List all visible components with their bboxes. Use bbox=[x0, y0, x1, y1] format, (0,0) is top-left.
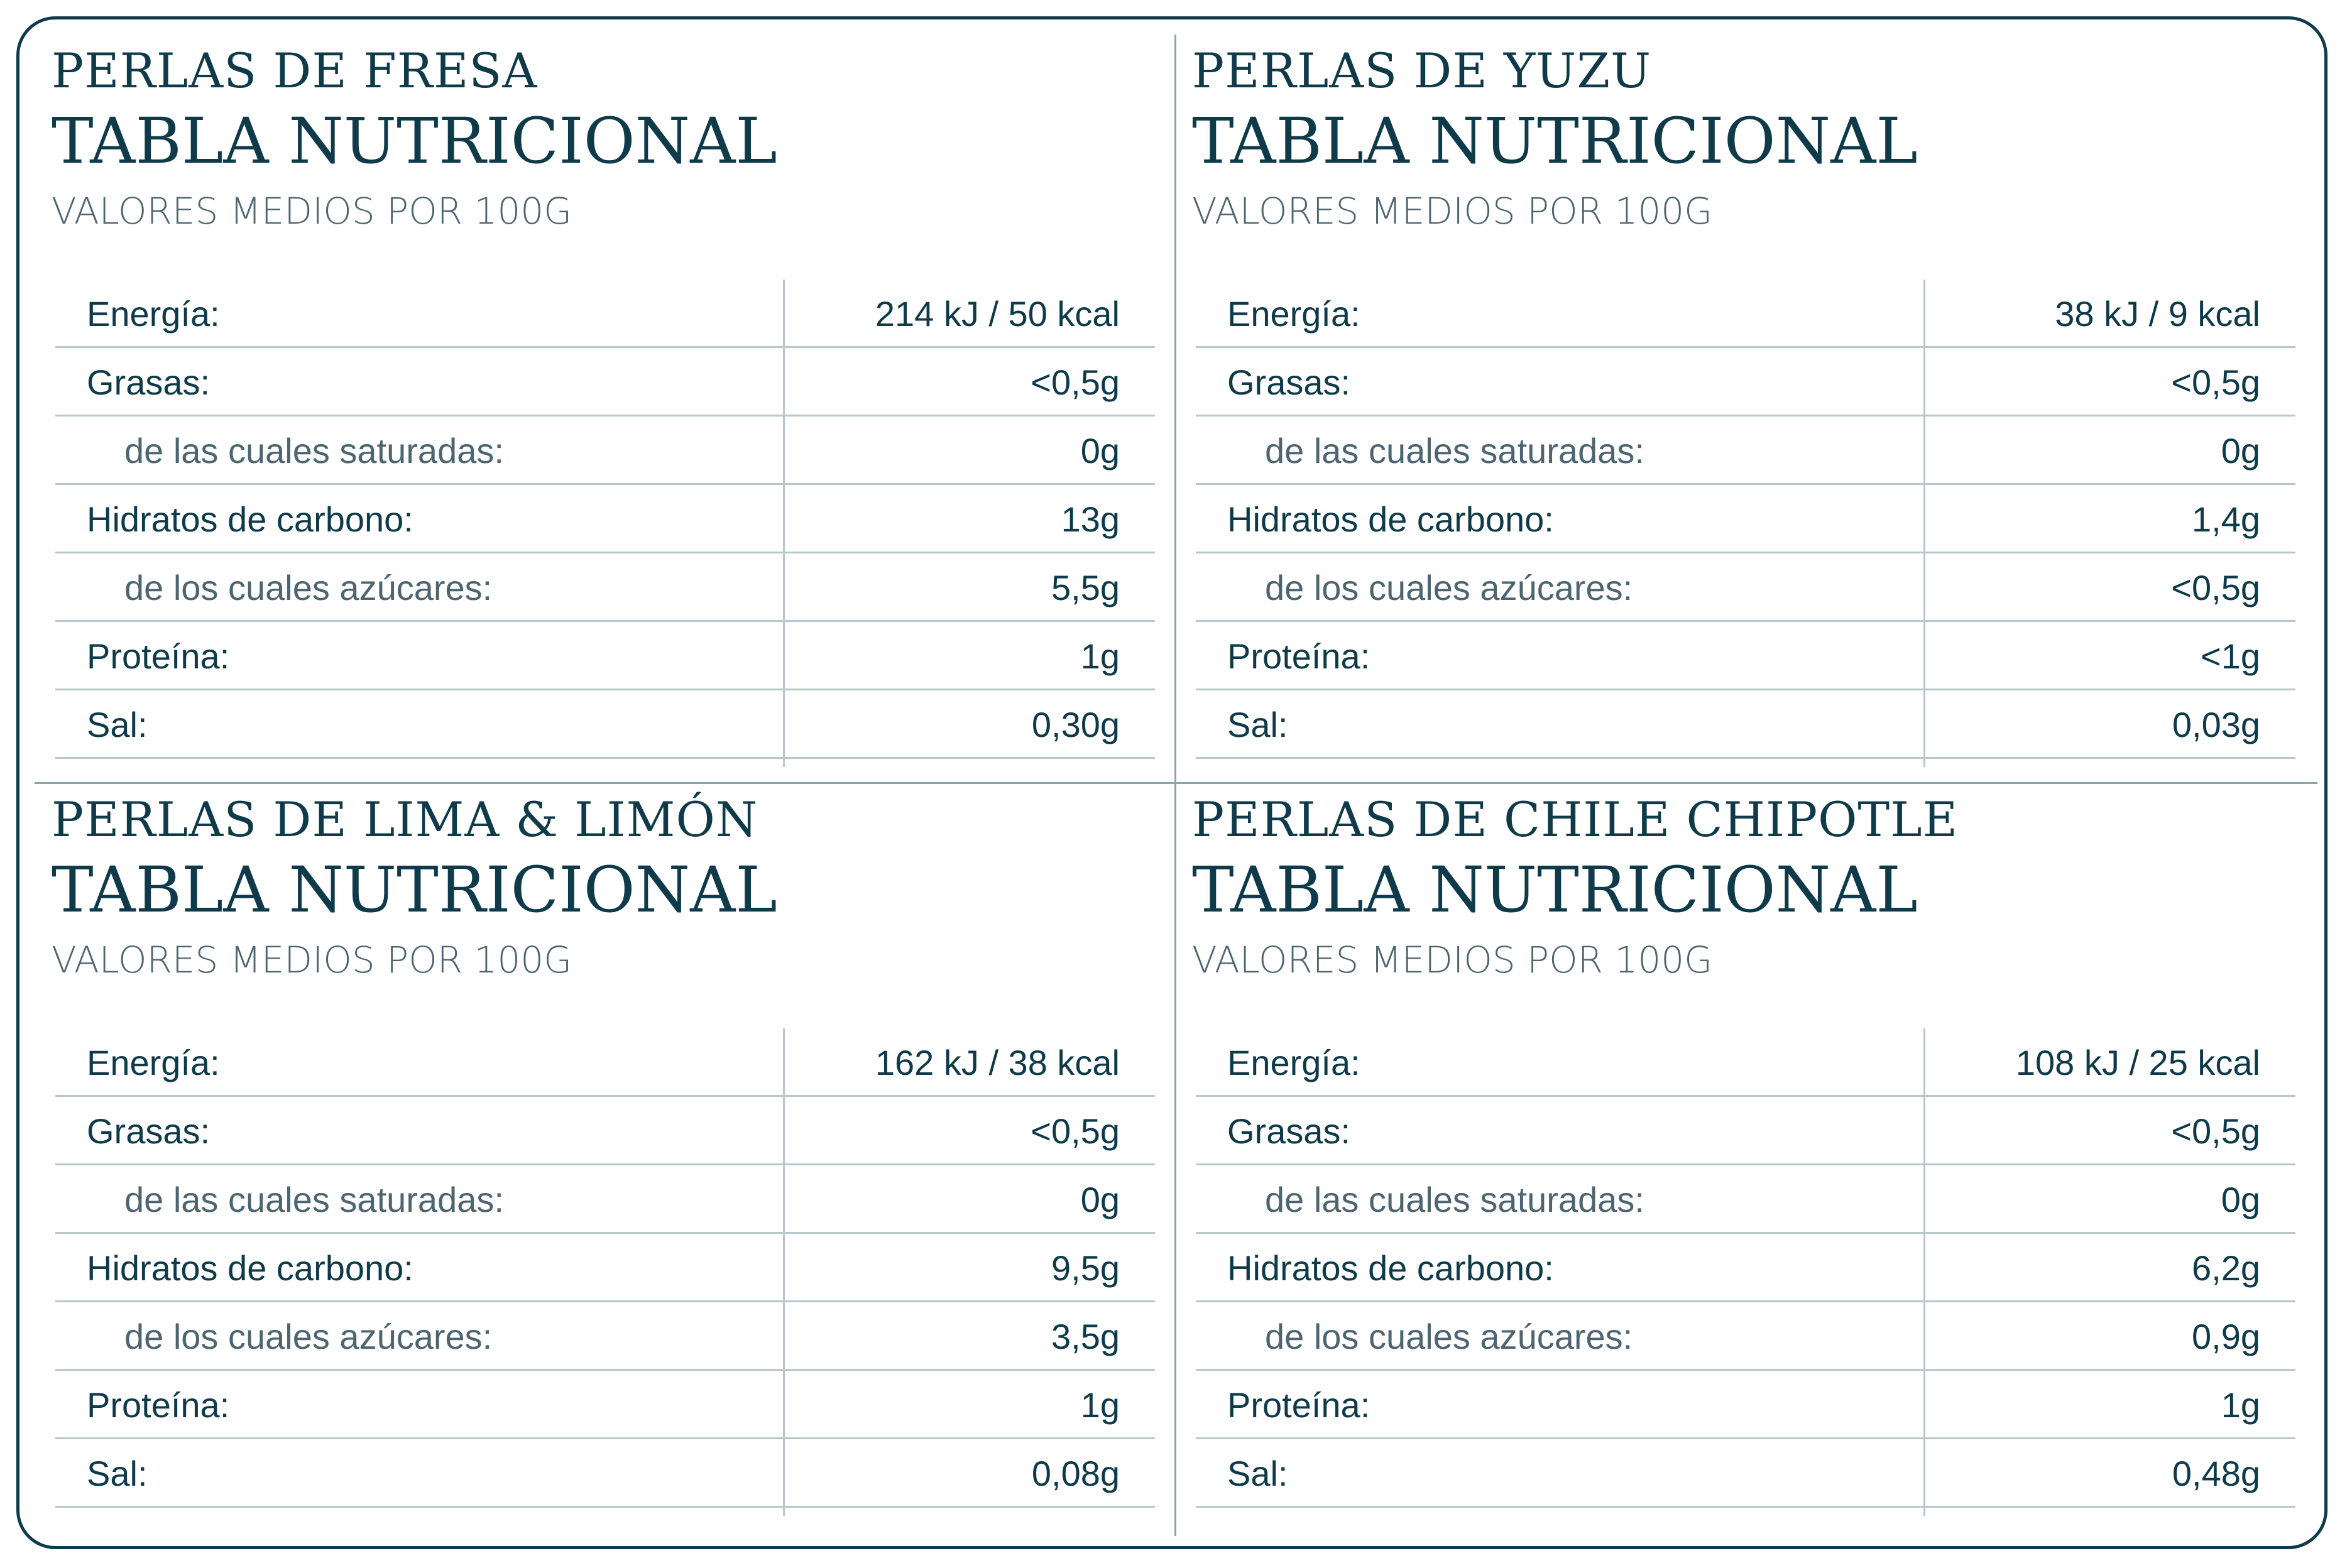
row-label: Proteína: bbox=[87, 636, 230, 676]
row-value: <1g bbox=[2201, 636, 2260, 676]
row-label: Energía: bbox=[1227, 1043, 1360, 1082]
table-row-sal bbox=[55, 1439, 1155, 1508]
row-value: 0,03g bbox=[2172, 705, 2260, 744]
table-row-energia bbox=[55, 280, 1155, 348]
row-label: Sal: bbox=[87, 1454, 148, 1493]
row-value: 0,08g bbox=[1031, 1454, 1120, 1493]
row-label: Sal: bbox=[1227, 1454, 1288, 1493]
table-row-hidratos bbox=[1196, 485, 2295, 553]
table-subtitle: VALORES MEDIOS POR 100G bbox=[1192, 939, 1713, 981]
table-row-hidratos bbox=[55, 1234, 1155, 1302]
row-label: Proteína: bbox=[1227, 636, 1370, 676]
table-row-saturadas bbox=[1196, 416, 2295, 485]
table-row-sal bbox=[1196, 1439, 2295, 1508]
nutrition-table bbox=[1196, 280, 2295, 759]
row-value: 0g bbox=[2221, 431, 2260, 471]
table-row-proteina bbox=[55, 622, 1155, 690]
row-label: Energía: bbox=[87, 294, 220, 334]
table-row-saturadas bbox=[55, 416, 1155, 485]
row-value: 1,4g bbox=[2192, 499, 2260, 539]
row-value: 6,2g bbox=[2192, 1248, 2260, 1288]
row-label: Proteína: bbox=[1227, 1385, 1370, 1425]
table-subtitle: VALORES MEDIOS POR 100G bbox=[52, 939, 572, 981]
row-label: Sal: bbox=[1227, 705, 1288, 744]
row-value: 214 kJ / 50 kcal bbox=[875, 294, 1120, 334]
row-label: Proteína: bbox=[87, 1385, 230, 1425]
row-label: Hidratos de carbono: bbox=[1227, 1248, 1554, 1288]
row-label: de los cuales azúcares: bbox=[1265, 568, 1633, 607]
row-value: 0,48g bbox=[2172, 1454, 2260, 1493]
row-value: <0,5g bbox=[2171, 1111, 2260, 1151]
row-value: 1g bbox=[1080, 636, 1120, 676]
row-value: <0,5g bbox=[1031, 362, 1120, 402]
table-row-grasas bbox=[1196, 348, 2295, 416]
table-row-grasas bbox=[55, 348, 1155, 416]
table-row-proteina bbox=[1196, 622, 2295, 690]
table-row-azucares bbox=[55, 1302, 1155, 1371]
row-value: 13g bbox=[1061, 499, 1120, 539]
row-value: 0g bbox=[1080, 431, 1120, 471]
row-label: Grasas: bbox=[1227, 362, 1351, 402]
row-value: 9,5g bbox=[1051, 1248, 1120, 1288]
table-row-grasas bbox=[1196, 1097, 2295, 1165]
row-label: Energía: bbox=[87, 1043, 220, 1082]
table-row-saturadas bbox=[55, 1165, 1155, 1234]
row-label: de los cuales azúcares: bbox=[124, 568, 493, 607]
row-label: de los cuales azúcares: bbox=[1265, 1317, 1633, 1356]
table-row-proteina bbox=[55, 1371, 1155, 1439]
row-label: Grasas: bbox=[1227, 1111, 1351, 1151]
nutrition-table bbox=[55, 280, 1155, 759]
product-name: PERLAS DE YUZU bbox=[1192, 43, 1652, 99]
table-row-sal bbox=[55, 690, 1155, 759]
row-label: Grasas: bbox=[87, 1111, 211, 1151]
row-label: de los cuales azúcares: bbox=[124, 1317, 493, 1356]
row-value: 162 kJ / 38 kcal bbox=[875, 1043, 1120, 1082]
row-value: 108 kJ / 25 kcal bbox=[2015, 1043, 2260, 1082]
table-subtitle: VALORES MEDIOS POR 100G bbox=[52, 190, 572, 232]
row-label: Sal: bbox=[87, 705, 148, 744]
table-heading: TABLA NUTRICIONAL bbox=[1192, 853, 1918, 927]
vertical-divider bbox=[1174, 35, 1176, 1536]
row-label: Hidratos de carbono: bbox=[1227, 499, 1554, 539]
row-value: 5,5g bbox=[1051, 568, 1120, 607]
table-row-energia bbox=[55, 1028, 1155, 1097]
table-row-energia bbox=[1196, 1028, 2295, 1097]
table-row-azucares bbox=[1196, 553, 2295, 622]
row-value: <0,5g bbox=[1031, 1111, 1120, 1151]
table-row-hidratos bbox=[55, 485, 1155, 553]
row-label: de las cuales saturadas: bbox=[1265, 431, 1644, 471]
table-row-energia bbox=[1196, 280, 2295, 348]
row-value: 0,9g bbox=[2192, 1317, 2260, 1356]
row-label: Hidratos de carbono: bbox=[87, 1248, 413, 1288]
row-label: de las cuales saturadas: bbox=[124, 431, 504, 471]
table-row-sal bbox=[1196, 690, 2295, 759]
row-value: <0,5g bbox=[2171, 362, 2260, 402]
row-label: Energía: bbox=[1227, 294, 1360, 334]
row-value: 0,30g bbox=[1031, 705, 1120, 744]
row-label: de las cuales saturadas: bbox=[1265, 1180, 1644, 1219]
product-name: PERLAS DE LIMA & LIMÓN bbox=[52, 792, 758, 847]
row-value: 0g bbox=[1080, 1180, 1120, 1219]
row-value: 0g bbox=[2221, 1180, 2260, 1219]
table-heading: TABLA NUTRICIONAL bbox=[1192, 104, 1918, 178]
horizontal-divider bbox=[35, 782, 2317, 784]
table-row-saturadas bbox=[1196, 1165, 2295, 1234]
table-heading: TABLA NUTRICIONAL bbox=[52, 853, 777, 927]
product-name: PERLAS DE FRESA bbox=[52, 43, 538, 99]
row-label: de las cuales saturadas: bbox=[124, 1180, 504, 1219]
table-row-hidratos bbox=[1196, 1234, 2295, 1302]
row-label: Grasas: bbox=[87, 362, 211, 402]
row-value: 3,5g bbox=[1051, 1317, 1120, 1356]
row-value: 38 kJ / 9 kcal bbox=[2055, 294, 2260, 334]
table-heading: TABLA NUTRICIONAL bbox=[52, 104, 777, 178]
nutrition-table bbox=[1196, 1028, 2295, 1508]
row-value: <0,5g bbox=[2171, 568, 2260, 607]
table-row-azucares bbox=[1196, 1302, 2295, 1371]
table-row-grasas bbox=[55, 1097, 1155, 1165]
row-value: 1g bbox=[2221, 1385, 2260, 1425]
table-row-proteina bbox=[1196, 1371, 2295, 1439]
table-row-azucares bbox=[55, 553, 1155, 622]
row-value: 1g bbox=[1080, 1385, 1120, 1425]
row-label: Hidratos de carbono: bbox=[87, 499, 413, 539]
table-subtitle: VALORES MEDIOS POR 100G bbox=[1192, 190, 1713, 232]
product-name: PERLAS DE CHILE CHIPOTLE bbox=[1192, 792, 1959, 847]
nutrition-table bbox=[55, 1028, 1155, 1508]
